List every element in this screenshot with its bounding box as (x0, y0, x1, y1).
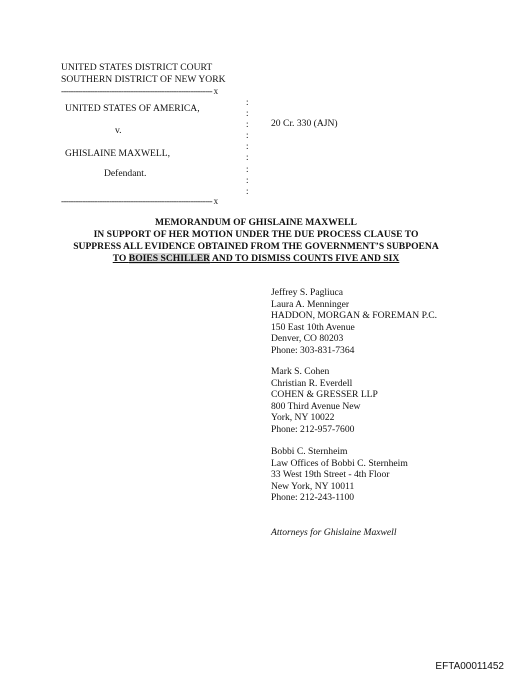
counsel-line: 800 Third Avenue New (271, 400, 361, 412)
title-line-4 (0, 253, 512, 265)
counsel-line: Denver, CO 80203 (271, 333, 344, 345)
title-line-4-post: AND TO DISMISS COUNTS FIVE AND SIX (210, 253, 400, 264)
counsel-line: Phone: 212-957-7600 (271, 423, 355, 435)
counsel-line: HADDON, MORGAN & FOREMAN P.C. (271, 310, 438, 322)
caption-colon-column: : : : : : : : : : (246, 97, 249, 196)
title-line-4-pre: TO (112, 253, 129, 264)
court-heading (61, 62, 226, 85)
caption-divider-top: --------------------------------------------------------------- x (61, 86, 218, 96)
bates-number: EFTA00011452 (435, 661, 504, 672)
counsel-block-3 (271, 446, 408, 504)
counsel-line: 33 West 19th Street - 4th Floor (271, 469, 390, 481)
counsel-line: COHEN & GRESSER LLP (271, 389, 378, 401)
counsel-block-1 (271, 287, 437, 357)
highlighted-text: BOIES SCHILLER (128, 253, 211, 264)
title-line-2: IN SUPPORT OF HER MOTION UNDER THE DUE PROCESS CLAUSE TO (93, 229, 419, 240)
counsel-line: Bobbi C. Sternheim (271, 446, 348, 457)
title-line-1: MEMORANDUM OF GHISLAINE MAXWELL (155, 217, 357, 228)
counsel-line: Phone: 212-243-1100 (271, 492, 355, 504)
counsel-line: York, NY 10022 (271, 412, 335, 424)
counsel-line: Phone: 303-831-7364 (271, 344, 355, 356)
attorneys-for: Attorneys for Ghislaine Maxwell (271, 527, 397, 538)
case-number: 20 Cr. 330 (AJN) (271, 118, 338, 129)
caption-divider-bottom: --------------------------------------------------------------- x (61, 196, 218, 206)
counsel-block-2 (271, 366, 378, 436)
court-name: UNITED STATES DISTRICT COURT (61, 62, 213, 73)
caption-defendant-name: GHISLAINE MAXWELL, (65, 148, 170, 159)
court-district: SOUTHERN DISTRICT OF NEW YORK (61, 73, 226, 85)
counsel-line: 150 East 10th Avenue (271, 321, 355, 333)
title-line-3: SUPPRESS ALL EVIDENCE OBTAINED FROM THE GOVERNMENT’S SUBPOENA (73, 241, 439, 252)
counsel-line: New York, NY 10011 (271, 480, 355, 492)
counsel-line: Jeffrey S. Pagliuca (271, 287, 344, 298)
caption-defendant-role: Defendant. (104, 168, 147, 179)
counsel-line: Law Offices of Bobbi C. Sternheim (271, 457, 408, 469)
counsel-line: Laura A. Menninger (271, 298, 350, 310)
caption-versus: v. (115, 125, 122, 136)
counsel-line: Mark S. Cohen (271, 366, 330, 377)
caption-plaintiff: UNITED STATES OF AMERICA, (65, 103, 200, 114)
counsel-line: Christian R. Everdell (271, 377, 353, 389)
memorandum-title (0, 217, 512, 265)
